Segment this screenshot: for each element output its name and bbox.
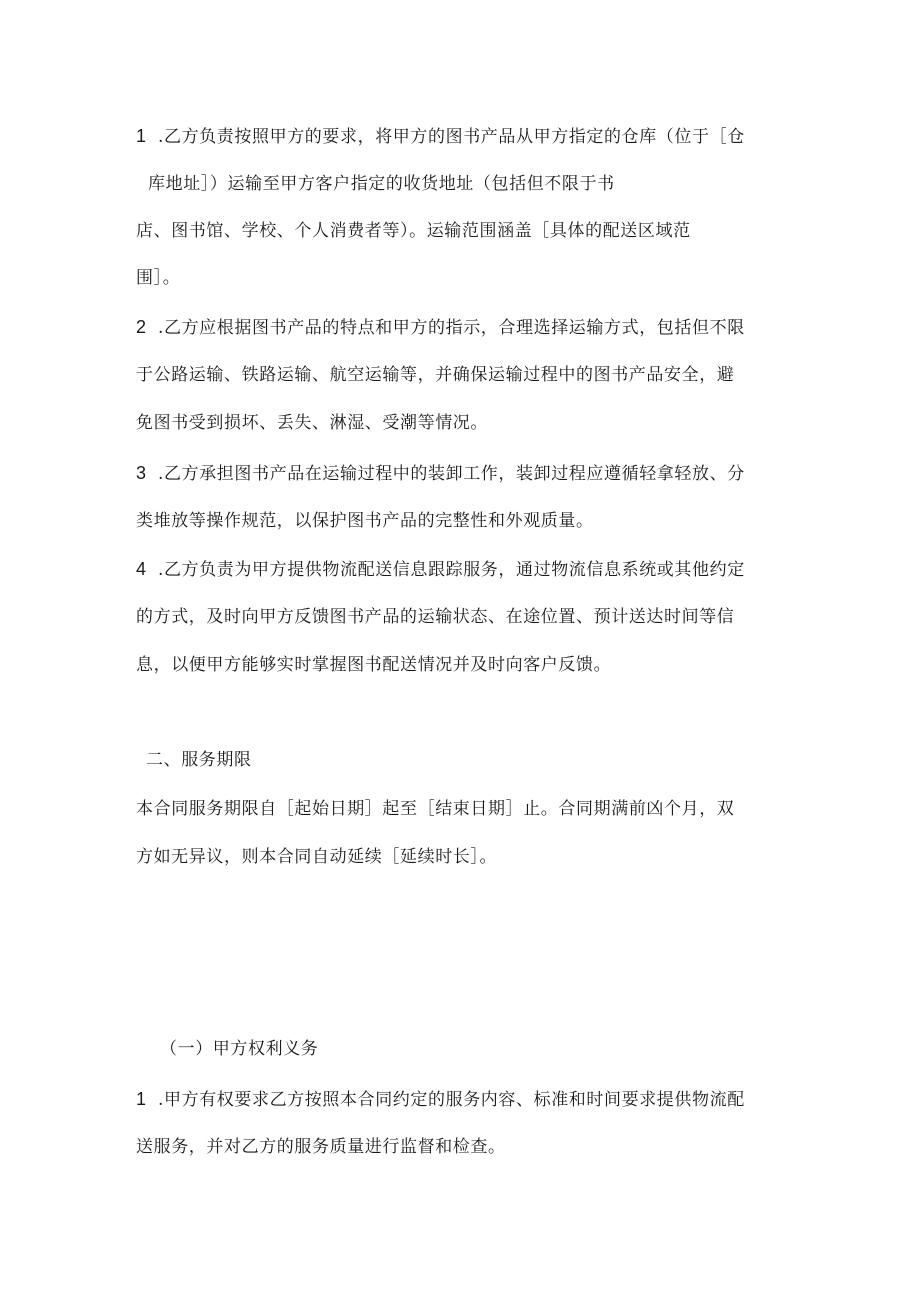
item-number: 1: [136, 126, 147, 146]
scope-item-1-line-3: 店、图书馆、学校、个人消费者等）。运输范围涵盖［具体的配送区域范: [136, 221, 691, 241]
rights-item-1-line-1: 1 .甲方有权要求乙方按照本合同约定的服务内容、标准和时间要求提供物流配: [136, 1089, 745, 1110]
scope-item-4-line-3: 息，以便甲方能够实时掌握图书配送情况并及时向客户反馈。: [136, 655, 612, 675]
scope-item-3-line-2: 类堆放等操作规范，以保护图书产品的完整性和外观质量。: [136, 511, 594, 531]
item-number: 2: [136, 317, 147, 337]
scope-item-4-line-1: 4 .乙方负责为甲方提供物流配送信息跟踪服务，通过物流信息系统或其他约定: [136, 559, 745, 580]
item-number: 3: [136, 463, 147, 483]
scope-item-1-line-4: 围］。: [136, 268, 181, 288]
scope-item-4-line-2: 的方式，及时向甲方反馈图书产品的运输状态、在途位置、预计送达时间等信: [136, 607, 735, 627]
scope-item-2-line-2: 于公路运输、铁路运输、航空运输等，并确保运输过程中的图书产品安全，避: [136, 365, 735, 385]
term-line-2: 方如无异议，则本合同自动延续［延续时长］。: [136, 847, 498, 867]
scope-item-2-line-3: 免图书受到损坏、丢失、淋湿、受潮等情况。: [136, 413, 488, 433]
scope-item-2-line-1: 2 .乙方应根据图书产品的特点和甲方的指示，合理选择运输方式，包括但不限: [136, 317, 745, 338]
item-number: 1: [136, 1089, 147, 1109]
scope-item-1-line-1: 1 .乙方负责按照甲方的要求，将甲方的图书产品从甲方指定的仓库（位于［仓: [136, 126, 745, 147]
section-heading-rights: （一）甲方权利义务: [160, 1039, 319, 1059]
term-line-1: 本合同服务期限自［起始日期］起至［结束日期］止。合同期满前凶个月，双: [136, 799, 735, 819]
item-number: 4: [136, 559, 147, 579]
rights-item-1-line-2: 送服务，并对乙方的服务质量进行监督和检查。: [136, 1137, 506, 1157]
scope-item-1-line-2: 库地址］）运输至甲方客户指定的收货地址（包括但不限于书: [148, 174, 615, 194]
scope-item-3-line-1: 3 .乙方承担图书产品在运输过程中的装卸工作，装卸过程应遵循轻拿轻放、分: [136, 463, 745, 484]
section-heading-term: 二、服务期限: [146, 750, 252, 770]
